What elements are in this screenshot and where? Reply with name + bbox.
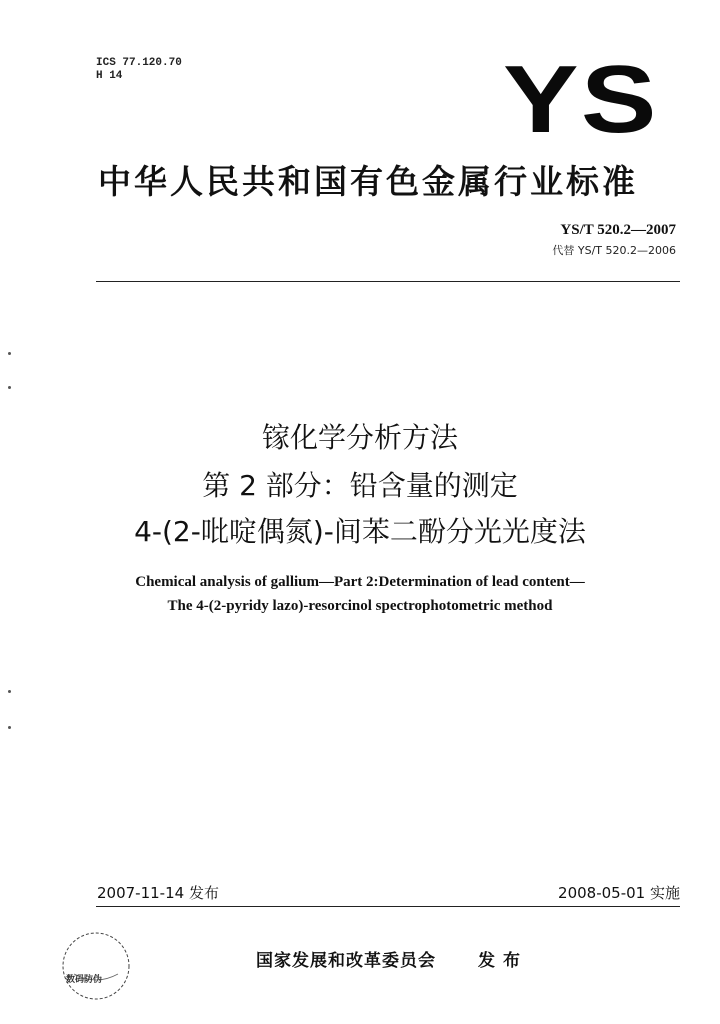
publisher: 国家发展和改革委员会 bbox=[256, 951, 436, 971]
scan-mark bbox=[8, 690, 11, 693]
stamp-text: 数码防伪 bbox=[66, 975, 103, 985]
ccs-code: H 14 bbox=[96, 70, 123, 82]
issued-date: 2007-11-14 发布 bbox=[97, 884, 219, 902]
implemented-date: 2008-05-01 实施 bbox=[558, 884, 680, 902]
industry-standard-title: 中华人民共和国有色金属行业标准 bbox=[98, 162, 638, 201]
standard-number: YS/T 520.2—2007 bbox=[560, 222, 676, 238]
title-en-line2: The 4-(2-pyridy lazo)-resorcinol spectrophotometric method bbox=[167, 598, 553, 614]
title-cn-line2: 第 2 部分：铅含量的测定 bbox=[202, 469, 518, 502]
anti-counterfeit-stamp-icon bbox=[60, 930, 132, 1002]
header-divider bbox=[96, 281, 680, 282]
scan-mark bbox=[8, 352, 11, 355]
scan-mark bbox=[8, 386, 11, 389]
title-cn-line3: 4-(2-吡啶偶氮)-间苯二酚分光光度法 bbox=[134, 515, 586, 548]
ics-code: ICS 77.120.70 bbox=[96, 57, 182, 69]
replaces-standard: 代替 YS/T 520.2—2006 bbox=[552, 244, 676, 257]
scan-mark bbox=[8, 726, 11, 729]
title-cn-line1: 镓化学分析方法 bbox=[261, 421, 458, 454]
issue-label: 发布 bbox=[478, 951, 528, 971]
classification-codes bbox=[96, 57, 182, 83]
ys-logo: YS bbox=[503, 46, 659, 153]
title-en-line1: Chemical analysis of gallium—Part 2:Determination of lead content— bbox=[135, 574, 585, 590]
footer-divider bbox=[96, 906, 680, 907]
